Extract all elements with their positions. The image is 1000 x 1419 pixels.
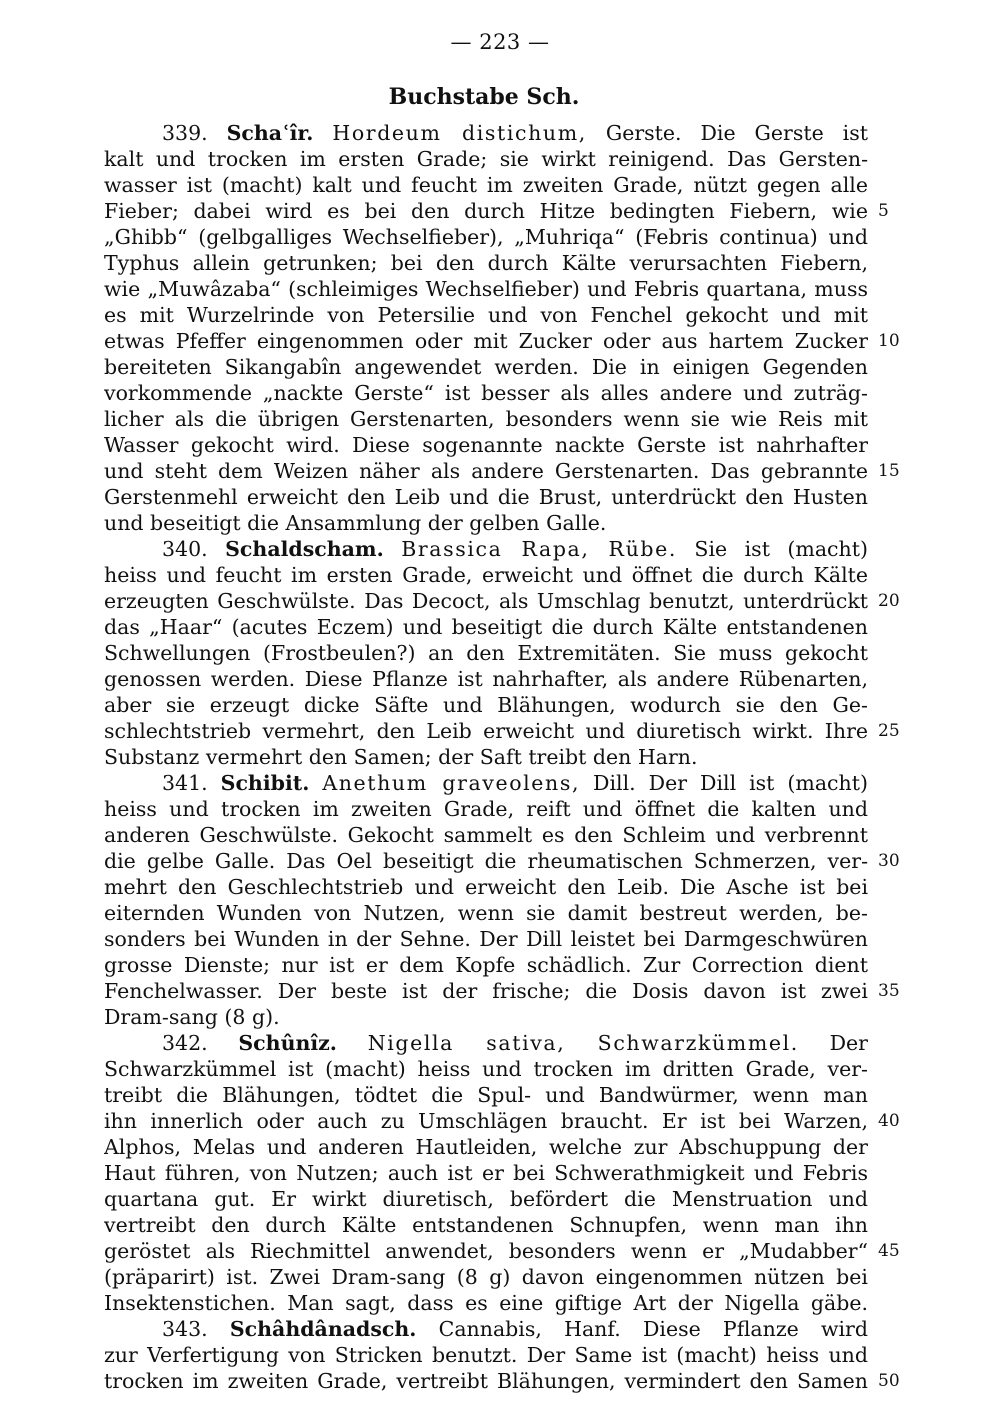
text-line bbox=[104, 562, 868, 588]
text-span: erzeugten Geschwülste. Das Decoct, als Umschlag benutzt, unterdrückt bbox=[104, 589, 868, 613]
text-line bbox=[162, 1316, 868, 1342]
text-line bbox=[104, 1342, 868, 1368]
text-line bbox=[104, 1082, 868, 1108]
text-span: „Ghibb“ (gelbgalliges Wechselfieber), „Muhriqa“ (Febris continua) und bbox=[104, 225, 868, 249]
line-number: 40 bbox=[878, 1111, 900, 1131]
text-span: quartana gut. Er wirkt diuretisch, befördert die Menstruation und bbox=[104, 1187, 868, 1211]
text-span: Dill. Der Dill ist (macht) bbox=[580, 771, 868, 795]
text-line bbox=[104, 250, 868, 276]
text-span: Gerste. Die Gerste ist bbox=[586, 121, 868, 145]
text-span: Cannabis, Hanf. Diese Pflanze wird bbox=[416, 1317, 868, 1341]
text-span: wie „Muwâzaba“ (schleimiges Wechselfieber) und Febris quartana, muss bbox=[104, 277, 868, 301]
text-span: aber sie erzeugt dicke Säfte und Blähungen, wodurch sie den Ge- bbox=[104, 693, 868, 717]
text-line bbox=[104, 328, 868, 354]
text-line bbox=[104, 354, 868, 380]
entry-term: Schaldscham. bbox=[225, 537, 384, 561]
text-span: vertreibt den durch Kälte entstandenen Schnupfen, wenn man ihn bbox=[104, 1213, 868, 1237]
text-span bbox=[309, 771, 322, 795]
text-line bbox=[104, 874, 868, 900]
text-span: bereiteten Sikangabîn angewendet werden. Die in einigen Gegenden bbox=[104, 355, 868, 379]
text-line bbox=[104, 484, 868, 510]
text-line bbox=[162, 120, 868, 146]
text-span: Haut führen, von Nutzen; auch ist er bei Schwerathmigkeit und Febris bbox=[104, 1161, 868, 1185]
line-number: 50 bbox=[878, 1371, 900, 1391]
text-line bbox=[162, 536, 868, 562]
line-number: 35 bbox=[878, 981, 900, 1001]
text-line bbox=[104, 744, 868, 770]
text-line bbox=[104, 1108, 868, 1134]
text-line bbox=[104, 224, 868, 250]
line-number: 45 bbox=[878, 1241, 900, 1261]
text-span: und steht dem Weizen näher als andere Gerstenarten. Das gebrannte bbox=[104, 459, 868, 483]
text-span: wasser ist (macht) kalt und feucht im zweiten Grade, nützt gegen alle bbox=[104, 173, 868, 197]
section-heading: Buchstabe Sch. bbox=[388, 84, 580, 110]
text-line bbox=[104, 406, 868, 432]
text-span: schlechtstrieb vermehrt, den Leib erweicht und diuretisch wirkt. Ihre bbox=[104, 719, 868, 743]
text-line bbox=[104, 1212, 868, 1238]
text-line bbox=[104, 1290, 868, 1316]
text-line bbox=[104, 666, 868, 692]
text-line bbox=[104, 796, 868, 822]
line-number: 15 bbox=[878, 461, 900, 481]
text-span: sonders bei Wunden in der Sehne. Der Dill leistet bei Darmgeschwüren bbox=[104, 927, 868, 951]
text-span: licher als die übrigen Gerstenarten, besonders wenn sie wie Reis mit bbox=[104, 407, 868, 431]
text-line bbox=[104, 1004, 868, 1030]
text-line bbox=[162, 1030, 868, 1056]
text-line bbox=[104, 900, 868, 926]
botanical-name: Hordeum distichum, bbox=[332, 121, 587, 145]
text-span: das „Haar“ (acutes Eczem) und beseitigt die durch Kälte entstandenen bbox=[104, 615, 868, 639]
text-span: anderen Geschwülste. Gekocht sammelt es den Schleim und verbrennt bbox=[104, 823, 868, 847]
text-span: Typhus allein getrunken; bei den durch Kälte verursachten Fiebern, bbox=[104, 251, 868, 275]
entry-term: Schûnîz. bbox=[238, 1031, 337, 1055]
text-line bbox=[104, 302, 868, 328]
text-span: Schwellungen (Frostbeulen?) an den Extremitäten. Sie muss gekocht bbox=[104, 641, 868, 665]
entry-term: Schâhdânadsch. bbox=[229, 1317, 417, 1341]
text-span: Sie ist (macht) bbox=[676, 537, 868, 561]
text-line bbox=[104, 380, 868, 406]
botanical-name: Anethum graveolens, bbox=[322, 771, 581, 795]
text-span bbox=[337, 1031, 368, 1055]
text-span: heiss und feucht im ersten Grade, erweicht und öffnet die durch Kälte bbox=[104, 563, 868, 587]
text-span: 340. bbox=[162, 537, 226, 561]
line-number: 10 bbox=[878, 331, 900, 351]
botanical-name: Nigella sativa, Schwarzkümmel. bbox=[367, 1031, 799, 1055]
text-span: trocken im zweiten Grade, vertreibt Blähungen, vermindert den Samen bbox=[104, 1369, 868, 1393]
line-number: 25 bbox=[878, 721, 900, 741]
text-line bbox=[104, 1264, 868, 1290]
text-line bbox=[104, 1186, 868, 1212]
text-line bbox=[104, 848, 868, 874]
text-span: mehrt den Geschlechtstrieb und erweicht den Leib. Die Asche ist bei bbox=[104, 875, 868, 899]
text-span bbox=[313, 121, 332, 145]
text-span: 339. bbox=[162, 121, 227, 145]
text-line bbox=[162, 770, 868, 796]
text-line bbox=[104, 926, 868, 952]
text-span: Substanz vermehrt den Samen; der Saft treibt den Harn. bbox=[104, 745, 698, 769]
text-span: heiss und trocken im zweiten Grade, reift und öffnet die kalten und bbox=[104, 797, 868, 821]
text-line bbox=[104, 1238, 868, 1264]
text-span: Der bbox=[798, 1031, 868, 1055]
text-span: es mit Wurzelrinde von Petersilie und von Fenchel gekocht und mit bbox=[104, 303, 868, 327]
text-span: kalt und trocken im ersten Grade; sie wirkt reinigend. Das Gersten- bbox=[104, 147, 868, 171]
text-line bbox=[104, 822, 868, 848]
text-line bbox=[104, 640, 868, 666]
text-line bbox=[104, 1134, 868, 1160]
text-span: 343. bbox=[162, 1317, 230, 1341]
text-span: zur Verfertigung von Stricken benutzt. Der Same ist (macht) heiss und bbox=[104, 1343, 868, 1367]
text-line bbox=[104, 978, 868, 1004]
text-span: Fieber; dabei wird es bei den durch Hitze bedingten Fiebern, wie bbox=[104, 199, 868, 223]
text-span: genossen werden. Diese Pflanze ist nahrhafter, als andere Rübenarten, bbox=[104, 667, 868, 691]
page-number: — 223 — bbox=[450, 30, 550, 54]
text-span: und beseitigt die Ansammlung der gelben Galle. bbox=[104, 511, 607, 535]
text-span: Alphos, Melas und anderen Hautleiden, welche zur Abschuppung der bbox=[104, 1135, 868, 1159]
text-line bbox=[104, 1368, 868, 1394]
text-span: eiternden Wunden von Nutzen, wenn sie damit bestreut werden, be- bbox=[104, 901, 868, 925]
text-span: ihn innerlich oder auch zu Umschlägen braucht. Er ist bei Warzen, bbox=[104, 1109, 868, 1133]
text-span: Gerstenmehl erweicht den Leib und die Brust, unterdrückt den Husten bbox=[104, 485, 868, 509]
text-line bbox=[104, 146, 868, 172]
entry-term: Schibit. bbox=[220, 771, 310, 795]
text-span: die gelbe Galle. Das Oel beseitigt die rheumatischen Schmerzen, ver- bbox=[104, 849, 868, 873]
text-line bbox=[104, 1160, 868, 1186]
text-span: Insektenstichen. Man sagt, dass es eine giftige Art der Nigella gäbe. bbox=[104, 1291, 868, 1315]
text-line bbox=[104, 458, 868, 484]
text-span: vorkommende „nackte Gerste“ ist besser als alles andere und zuträg- bbox=[104, 381, 868, 405]
text-span: treibt die Blähungen, tödtet die Spul- und Bandwürmer, wenn man bbox=[104, 1083, 868, 1107]
text-line bbox=[104, 276, 868, 302]
text-span: Schwarzkümmel ist (macht) heiss und trocken im dritten Grade, ver- bbox=[104, 1057, 868, 1081]
text-span: (präparirt) ist. Zwei Dram-sang (8 g) davon eingenommen nützen bei bbox=[104, 1265, 868, 1289]
text-line bbox=[104, 588, 868, 614]
line-number: 5 bbox=[878, 201, 889, 221]
line-number: 30 bbox=[878, 851, 900, 871]
text-line bbox=[104, 952, 868, 978]
text-span: etwas Pfeffer eingenommen oder mit Zucker oder aus hartem Zucker bbox=[104, 329, 868, 353]
text-span: Fenchelwasser. Der beste ist der frische; die Dosis davon ist zwei bbox=[104, 979, 868, 1003]
text-span: Dram-sang (8 g). bbox=[104, 1005, 280, 1029]
text-span: grosse Dienste; nur ist er dem Kopfe schädlich. Zur Correction dient bbox=[104, 953, 868, 977]
text-span bbox=[384, 537, 401, 561]
entry-term: Schaʿîr. bbox=[226, 121, 314, 145]
text-line bbox=[104, 432, 868, 458]
text-span: Wasser gekocht wird. Diese sogenannte nackte Gerste ist nahrhafter bbox=[104, 433, 868, 457]
text-span: 342. bbox=[162, 1031, 239, 1055]
text-line bbox=[104, 172, 868, 198]
text-line bbox=[104, 614, 868, 640]
line-number: 20 bbox=[878, 591, 900, 611]
text-span: 341. bbox=[162, 771, 221, 795]
text-line bbox=[104, 510, 868, 536]
text-line bbox=[104, 718, 868, 744]
text-line bbox=[104, 198, 868, 224]
text-line bbox=[104, 1056, 868, 1082]
text-line bbox=[104, 692, 868, 718]
botanical-name: Brassica Rapa, Rübe. bbox=[401, 537, 677, 561]
text-span: geröstet als Riechmittel anwendet, besonders wenn er „Mudabber“ bbox=[104, 1239, 868, 1263]
